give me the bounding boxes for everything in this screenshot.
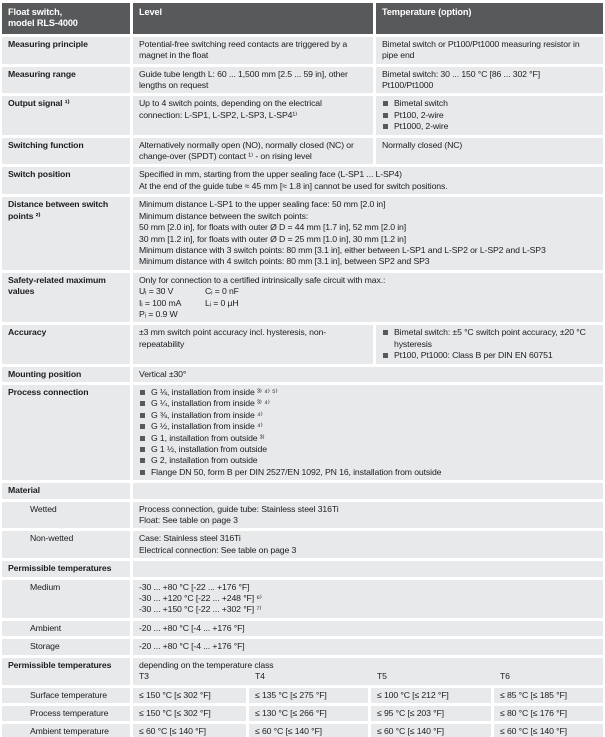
row-output-signal [2,96,603,134]
spec-line: Process connection, guide tube: Stainless steel 316Ti [139,503,339,514]
bullet-square-icon [140,401,145,406]
t3-value-cell: ≤ 60 °C [≤ 140 °F] [133,724,246,737]
row-sublabel: Medium [2,580,130,618]
spec-line: Minimum distance with 3 switch points: 80 mm [3.1 in], either between L-SP1 and L-SP2 or L-SP2 and L-SP3 [139,244,546,255]
product-name-line1: Float switch, [8,7,63,17]
product-name-line2: model RLS-4000 [8,18,78,29]
row-accuracy [2,325,603,363]
bullet-square-icon [140,470,145,475]
row-sublabel: Wetted [2,502,130,529]
row-measuring-range [2,67,603,94]
spec-line: -30 ... +150 °C [-22 ... +302 °F] ⁷⁾ [139,604,262,615]
temp-class-t3: T3 [139,671,149,682]
temperature-cell [376,67,603,94]
bullet-item: G 1, installation from outside ³⁾ [139,433,597,444]
spec-line: Electrical connection: See table on page 3 [139,544,297,555]
row-label: Switching function [2,138,130,165]
row-switching-function [2,138,603,165]
bullet-item: Pt1000, 2-wire [382,121,597,132]
t6-value-cell: ≤ 80 °C [≤ 176 °F] [494,706,603,721]
spec-line: Float: See table on page 3 [139,515,238,526]
span-cell [133,531,603,558]
bullet-item: Bimetal switch: ±5 °C switch point accuracy, ±20 °C hysteresis [382,327,597,350]
temp-class-t6: T6 [500,671,510,682]
bullet-square-icon [383,353,388,358]
row-measuring-principle [2,37,603,64]
spec-line: Minimum distance with 4 switch points: 80 mm [3.1 in], between SP2 and SP3 [139,256,430,267]
bullet-square-icon [140,424,145,429]
t5-value-cell: ≤ 60 °C [≤ 140 °F] [371,724,491,737]
t6-value-cell: ≤ 60 °C [≤ 140 °F] [494,724,603,737]
product-header-cell [2,3,130,34]
level-cell: Guide tube length L: 60 ... 1,500 mm [2.5 ... 59 in], other lengths on request [133,67,373,94]
section-label: Material [2,483,130,498]
temp-line: Pt100/Pt1000 [382,80,434,91]
span-cell [133,658,603,685]
spec-line: 50 mm [2.0 in], for floats with outer Ø D = 44 mm [1.7 in], 52 mm [2.0 in] [139,222,407,233]
bullet-square-icon [383,124,388,129]
span-cell [133,197,603,269]
row-sublabel: Surface temperature [2,688,130,703]
span-cell [133,167,603,194]
table-header-row [2,3,603,34]
bullet-item: Pt100, Pt1000: Class B per DIN EN 60751 [382,350,597,361]
spec-line: 30 mm [1.2 in], for floats with outer Ø D = 25 mm [1.0 in], 30 mm [1.2 in] [139,233,407,244]
row-temp-ambient [2,621,603,636]
t4-value-cell: ≤ 130 °C [≤ 266 °F] [249,706,368,721]
row-process-temperature [2,706,603,721]
spec-line: Case: Stainless steel 316Ti [139,533,241,544]
span-cell: -20 ... +80 °C [-4 ... +176 °F] [133,639,603,654]
spec-line: Specified in mm, starting from the upper sealing face (L-SP1 ... L-SP4) [139,169,402,180]
row-switch-position [2,167,603,194]
spec-line: Minimum distance L-SP1 to the upper sealing face: 50 mm [2.0 in] [139,199,386,210]
temp-class-labels [139,671,597,682]
row-label: Switch position [2,167,130,194]
row-process-connection [2,385,603,480]
section-label: Permissible temperatures [2,561,130,576]
bullet-item: Pt100, 2-wire [382,110,597,121]
t4-value-cell: ≤ 135 °C [≤ 275 °F] [249,688,368,703]
bullet-square-icon [383,101,388,106]
temp-line: Bimetal switch: 30 ... 150 °C [86 ... 302 °F] [382,68,540,79]
row-sublabel: Process temperature [2,706,130,721]
spec-line: At the end of the guide tube ≈ 45 mm [≈ 1.8 in] cannot be used for switch positions. [139,180,448,191]
level-column-header: Level [133,3,373,34]
span-cell [133,580,603,618]
temperature-cell: Bimetal switch or Pt100/Pt1000 measuring resistor in pipe end [376,37,603,64]
row-label: Measuring range [2,67,130,94]
span-cell [133,385,603,480]
level-cell: Up to 4 switch points, depending on the electrical connection: L-SP1, L-SP2, L-SP3, L-SP4¹⁾ [133,96,373,134]
t6-value-cell: ≤ 85 °C [≤ 185 °F] [494,688,603,703]
bullet-item: G 2, installation from outside [139,455,597,466]
row-temp-medium [2,580,603,618]
level-cell: Potential-free switching reed contacts are triggered by a magnet in the float [133,37,373,64]
bullet-square-icon [140,390,145,395]
t5-value-cell: ≤ 100 °C [≤ 212 °F] [371,688,491,703]
bullet-square-icon [140,458,145,463]
bullet-item: G ¼, installation from inside ³⁾ ⁴⁾ [139,398,597,409]
spec-line: Only for connection to a certified intrinsically safe circuit with max.: [139,274,386,285]
t3-value-cell: ≤ 150 °C [≤ 302 °F] [133,706,246,721]
row-sublabel: Ambient [2,621,130,636]
row-surface-temperature [2,688,603,703]
section-row-material [2,483,603,498]
bullet-square-icon [383,113,388,118]
spec-line: -30 ... +80 °C [-22 ... +176 °F] [139,581,250,592]
span-cell [133,502,603,529]
t3-value-cell: ≤ 150 °C [≤ 302 °F] [133,688,246,703]
row-label: Distance between switch points ²⁾ [2,197,130,269]
safety-value-pair: Iᵢ = 100 mA Lᵢ = 0 µH [139,297,239,308]
temp-class-t5: T5 [377,671,387,682]
temperature-cell [376,96,603,134]
bullet-square-icon [140,436,145,441]
temperature-column-header: Temperature (option) [376,3,603,34]
row-label: Safety-related maximum values [2,273,130,323]
level-cell: Alternatively normally open (NO), normally closed (NC) or change-over (SPDT) contact ¹⁾ - on rising level [133,138,373,165]
bullet-square-icon [140,413,145,418]
temp-class-t4: T4 [255,671,265,682]
row-sublabel: Non-wetted [2,531,130,558]
row-sublabel: Ambient temperature [2,724,130,737]
safety-value-pair: Uᵢ = 30 V Cᵢ = 0 nF [139,286,239,297]
bullet-square-icon [383,330,388,335]
row-label: Output signal ¹⁾ [2,96,130,134]
bullet-item: Flange DN 50, form B per DIN 2527/EN 1092, PN 16, installation from outside [139,467,597,478]
bullet-item: G ⅜, installation from inside ⁴⁾ [139,410,597,421]
level-cell: ±3 mm switch point accuracy incl. hysteresis, non-repeatability [133,325,373,363]
row-ambient-temperature [2,724,603,737]
t5-value-cell: ≤ 95 °C [≤ 203 °F] [371,706,491,721]
row-safety-values [2,273,603,323]
temperature-cell: Normally closed (NC) [376,138,603,165]
row-temp-storage [2,639,603,654]
bullet-square-icon [140,447,145,452]
section-row-permissible-temperatures [2,561,603,576]
bullet-item: Bimetal switch [382,98,597,109]
t4-value-cell: ≤ 60 °C [≤ 140 °F] [249,724,368,737]
spec-line: Minimum distance between the switch points: [139,210,309,221]
bullet-item: G ½, installation from inside ⁴⁾ [139,421,597,432]
row-distance-switch-points [2,197,603,269]
temperature-cell [376,325,603,363]
row-sublabel: Storage [2,639,130,654]
row-material-non-wetted [2,531,603,558]
span-cell [133,273,603,323]
row-label: Accuracy [2,325,130,363]
bullet-item: G ⅛, installation from inside ³⁾ ⁴⁾ ⁵⁾ [139,387,597,398]
row-material-wetted [2,502,603,529]
row-mounting-position [2,367,603,382]
section-empty-cell [133,561,603,576]
spec-line: -30 ... +120 °C [-22 ... +248 °F] ⁶⁾ [139,593,262,604]
safety-value-pair: Pᵢ = 0.9 W [139,308,178,319]
span-cell: -20 ... +80 °C [-4 ... +176 °F] [133,621,603,636]
row-label: Mounting position [2,367,130,382]
row-label: Measuring principle [2,37,130,64]
row-label: Process connection [2,385,130,480]
span-cell: Vertical ±30° [133,367,603,382]
row-temperature-class-header [2,658,603,685]
row-label: Permissible temperatures [2,658,130,685]
section-empty-cell [133,483,603,498]
bullet-item: G 1 ½, installation from outside [139,444,597,455]
temp-class-note: depending on the temperature class [139,659,274,670]
